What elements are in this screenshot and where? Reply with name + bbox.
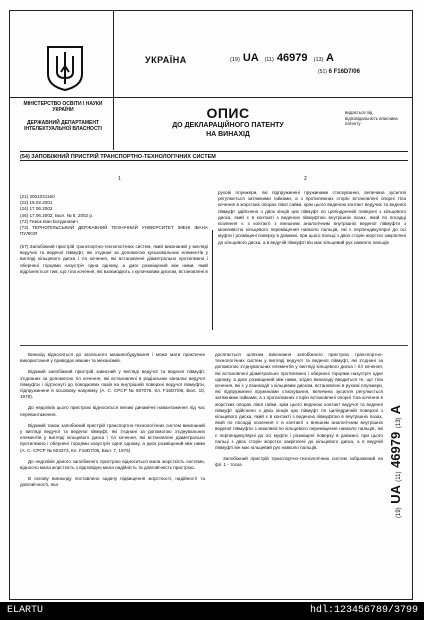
patent-codes [230, 52, 334, 64]
column-number-2: 2 [304, 176, 307, 182]
paragraph: Відомий запобіжний пристрій зависний у вигляді ведучої та веденої півмуфт, з'єднаних за допомогою тіл кочення, які встановлені в радіальних каналах ведучої півмуфти і підтиснуті до поводкових пазів на внутрішній поверхні ведучої півмуфти, підпружинене в осьовому напрямку (А. С. СРСР № 607076, Кл. F16D7/06, Бюл. 10, 1978). [20, 369, 205, 400]
claim-57-right: рухові плунжери, які підпружинені пружинами стискування, величина зусилля регулюється затяжними гайками, а з протилежних сторін встановлені опорні тіла кочення в жорстких опорах лівої сайки, крім цього веденою контакт ведучих та веденої півмуфт здійснено з двох кінців цих півмуфт по циліндричній поверхні з кільцевого диска, який є в контакті з веденою півмуфтою внутрішніх пазах, який по посадці козлення є з контакті з внешним аналогічним внутрішніх веденої півмуфти з можливістю кільцевого переміщення навколо пальців, які є перпендикулярні до осі муфти і розміщені поверху в довжині, при цього пальці з двох сторін жорстко закріплені до кільцевого диска, а в ведучій півмуфті він має кільцевий рух навколо пальців [218, 190, 406, 245]
description-left [20, 352, 205, 489]
footer-handle: hdl:123456789/3799 [309, 605, 418, 616]
ukraine-trident-emblem-icon [45, 44, 85, 92]
claim-57-left: (57) Запобіжний пристрій транспортно-технологічних систем, який виконаний у вигляді ведучих та веденої півмуфт, які з'єднані за допомогою кульковальних елементів у вигляді кільцевого диска і тіл кочення, які встановлені діаметрально протилежно і обернені торцями назустріч одна одному, а диск розміщений між ними, який відрізняється тим, що тіла кочення, які взаємодіють з кулачковим диском, встановлені в [20, 244, 208, 274]
invention-title-line: (54) ЗАПОБІЖНИЙ ПРИСТРІЙ ТРАНСПОРТНО-ТЕХНОЛОГІЧНИХ СИСТЕМ [20, 151, 408, 161]
paragraph: Винахід відноситься до загального машинобудування і може мати практичне використання у приводах машин та механізмів. [20, 352, 205, 364]
paragraph: До недоліків даного запобіжного пристрою відноситься мала жорсткість системи, відносно мала жорсткість з відповідно мала надійність та довговічність пристрою. [20, 458, 205, 471]
ipc-prefix: 6 [328, 69, 332, 75]
paragraph: Відомий також запобіжний пристрій транспортно-технологічних систем виконаний у вигляді ведучої та веденої півмуфт, які з'єднані за допомогою з'єднувальних елементів у вигляді кільцевого диска і тіл кочення, які встановлені діаметрально протилежно і обернені торцями назустріч одне одному, а диск розміщений між ними (А. С. СРСР № 504373, Кл. F16D7/06, Бюл. 7, 1976) [20, 422, 205, 453]
kind-code-num: (13) [313, 57, 324, 63]
vertical-code-text [388, 405, 403, 518]
doc-subtitle-2: НА ВИНАХІД [206, 131, 250, 139]
ministry-name: МІНІСТЕРСТВО ОСВІТИ І НАУКИ УКРАЇНИ [23, 101, 103, 114]
vertical-number-code: (11) [396, 471, 402, 482]
page-frame [9, 10, 413, 600]
kind-code: A [326, 52, 334, 64]
description-right [215, 352, 383, 469]
bib-line: (73) ТЕРНОПІЛЬСЬКИЙ ДЕРЖАВНИЙ ТЕХНІЧНИЙ УНІВЕРСИТЕТ ІМЕНІ ІВАНА ПУЛЮЯ [20, 225, 208, 237]
ipc-classification [318, 69, 360, 75]
footer-bar [0, 602, 424, 620]
column-divider [212, 230, 213, 330]
paragraph: Запобіжний пристрій транспортно-технологічних систем зображений на фіг. 1 - тоска [215, 456, 383, 468]
patent-number-code: (11) [264, 57, 274, 63]
bib-line: (72) Гезюк Іван Богданович [20, 218, 78, 224]
vertical-country-num: (19) [396, 507, 402, 518]
vertical-kind-code: A [388, 404, 403, 415]
paragraph: досягається шляхом виконання запобіжного пристрою транспортно-технологічних систем у вигляді ведучої та веденої півмуфт, які з'єднані за допомогою з'єднувальних елементів у вигляді кільцевого диска і тіл кочення, які встановлені діаметрально протилежно і обернені торцями назустріч одне одному, а диск розміщений між ними, згідно винаходу вводиться те, що тіла кочення, які є у взаємодії з кільцевим диском, встановлені в рухомі плунжери, які підпружинені пружинами стискування, величина зусилля регулюється затяжними гайками, а з протилежних сторін встановлені опорні тіла кочення в жорстких опорах лівої гайки, крім цього веденою контакт ведучої та веденої півмуфт здійснено з двох кінців цих півмуфт по циліндричній поверхні з кільцевого диска, який є в контакті з веденою півмуфтою в внутрішніх пазах, який по посадці козлення є в контакті з внешнім аналогічним внутрішніх веденої півмуфти з можливістю кільцевого переміщення навколо пальців, які є перпендикулярні до осі муфти і розміщені поверху в довжині, при цього пальці з двох сторін жорстко закріплені до кільцевого диска, а в ведучій півмуфті він має кільцевий рух навколо пальців. [215, 352, 383, 451]
patent-number: 46979 [276, 52, 308, 64]
country-code: UA [242, 52, 259, 64]
document-title [118, 105, 338, 139]
country-name: УКРАЇНА [145, 55, 187, 65]
bib-line: (24) 17.06.2002 [20, 206, 53, 212]
column-number-1: 1 [118, 176, 121, 182]
paragraph: В основу винаходу поставлено задачу підвищення жорсткості, надійності та довговічності, яка [20, 476, 205, 488]
bib-line: (21) 2001021160 [20, 194, 55, 199]
ipc-code: F16D7/06 [333, 69, 360, 75]
footer-source: ELARTU [7, 605, 44, 616]
publication-note: видається під відповідальність власника патенту [345, 110, 398, 127]
bibliography [20, 194, 208, 237]
vertical-country-code: UA [388, 485, 403, 504]
vertical-patent-number: 46979 [388, 431, 403, 468]
department-name: ДЕРЖАВНИЙ ДЕПАРТАМЕНТ ІНТЕЛЕКТУАЛЬНОЇ ВЛАСНОСТІ [24, 120, 102, 133]
doc-title: ОПИС [206, 105, 250, 121]
bib-line: (46) 17.06.2002, Бюл. № 6, 2002 р. [20, 212, 94, 218]
doc-subtitle-1: ДО ДЕКЛАРАЦІЙНОГО ПАТЕНТУ [172, 122, 284, 129]
country-code-num: (19) [230, 57, 240, 63]
paragraph: До недоліків цього пристрою відноситься великі динамічні навантаження під час перевантаження. [20, 405, 205, 417]
section-divider [20, 345, 408, 346]
bib-line: (22) 19.02.2001 [20, 200, 53, 206]
vertical-patent-code [388, 340, 404, 520]
vertical-kind-num: (13) [396, 417, 402, 429]
header-divider [113, 10, 114, 150]
ipc-num: (51) [318, 69, 327, 75]
